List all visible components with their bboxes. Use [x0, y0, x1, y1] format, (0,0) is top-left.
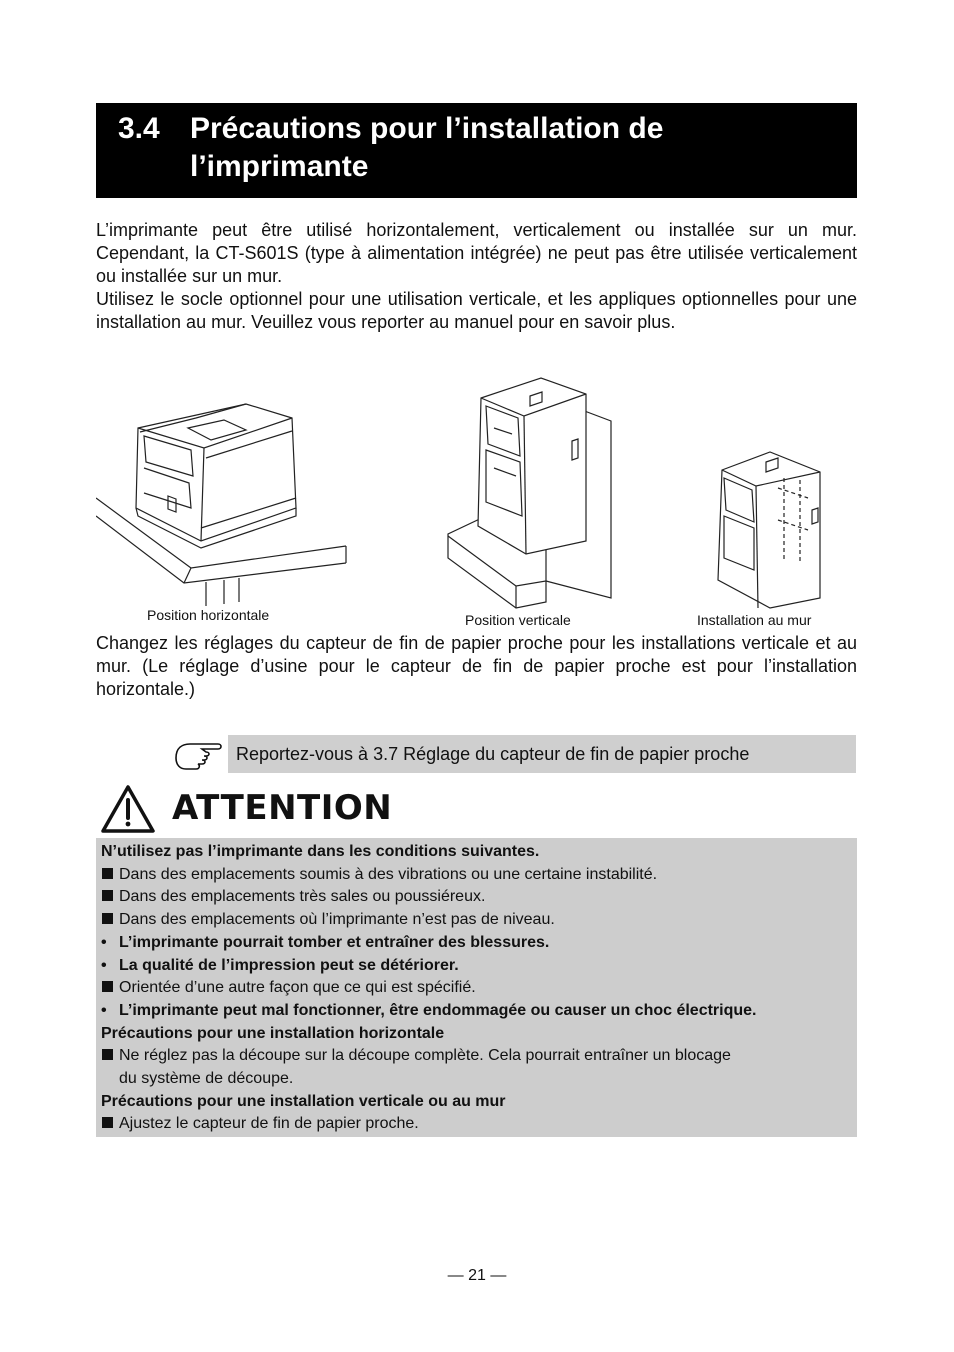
square-bullet-icon	[102, 981, 113, 992]
caption-vertical: Position verticale	[465, 612, 571, 628]
caution-heading: N’utilisez pas l’imprimante dans les conditions suivantes.	[101, 843, 540, 860]
square-bullet-icon	[102, 890, 113, 901]
square-bullet-icon	[102, 1117, 113, 1128]
intro-paragraph-1: L’imprimante peut être utilisé horizontalement, verticalement ou installée sur un mur. Cependant, la CT-S601S (type à alimentation intégrée) ne peut pas être utilisée verticalement ou installée sur un mur.	[96, 220, 857, 286]
list-item: Dans des emplacements où l’imprimante n’est pas de niveau.	[101, 909, 853, 932]
caution-box	[96, 838, 857, 1137]
attention-title: ATTENTION	[172, 788, 393, 828]
square-bullet-icon	[102, 868, 113, 879]
reference-box[interactable]	[228, 735, 856, 773]
square-bullet-icon	[102, 1049, 113, 1060]
consequence-item: • La qualité de l’impression peut se détériorer.	[101, 956, 459, 974]
list-item-continuation: du système de découpe.	[119, 1070, 294, 1088]
list-item: Ne réglez pas la découpe sur la découpe complète. Cela pourrait entraîner un blocage	[101, 1045, 853, 1068]
list-item: Dans des emplacements soumis à des vibrations ou une certaine instabilité.	[101, 864, 853, 887]
section-title-line2: l’imprimante	[190, 150, 369, 183]
list-item: Dans des emplacements très sales ou poussiéreux.	[101, 886, 853, 909]
consequence-item: • L’imprimante pourrait tomber et entraîner des blessures.	[101, 933, 550, 951]
sensor-note: Changez les réglages du capteur de fin de papier proche pour les installations verticale et au mur. (Le réglage d’usine pour le capteur de fin de papier proche est pour l’installation horizontale.)	[96, 633, 857, 699]
horizontal-printer-illustration	[96, 398, 356, 608]
horizontal-precautions-heading: Précautions pour une installation horizontale	[101, 1024, 445, 1042]
reference-text[interactable]: Reportez-vous à 3.7 Réglage du capteur de fin de papier proche	[236, 744, 750, 764]
vertical-printer-illustration	[446, 376, 616, 611]
section-title-line1: Précautions pour l’installation de	[190, 112, 664, 145]
pointing-hand-icon	[172, 738, 224, 774]
square-bullet-icon	[102, 913, 113, 924]
warning-triangle-icon	[100, 784, 156, 834]
vertical-precautions-heading: Précautions pour une installation verticale ou au mur	[101, 1092, 506, 1110]
wall-printer-illustration	[708, 450, 828, 610]
caption-horizontal: Position horizontale	[147, 607, 270, 623]
intro-paragraph-2: Utilisez le socle optionnel pour une utilisation verticale, et les appliques optionnelles pour une installation au mur. Veuillez vous reporter au manuel pour en savoir plus.	[96, 289, 857, 332]
section-number: 3.4	[118, 112, 160, 145]
list-item: Orientée d’une autre façon que ce qui est spécifié.	[101, 977, 853, 1000]
list-item: Ajustez le capteur de fin de papier proche.	[101, 1113, 853, 1136]
caption-wall: Installation au mur	[697, 612, 812, 628]
consequence-item: • L’imprimante peut mal fonctionner, être endommagée ou causer un choc électrique.	[101, 1001, 757, 1019]
section-heading	[96, 103, 857, 198]
page-number: — 21 —	[447, 1267, 507, 1284]
